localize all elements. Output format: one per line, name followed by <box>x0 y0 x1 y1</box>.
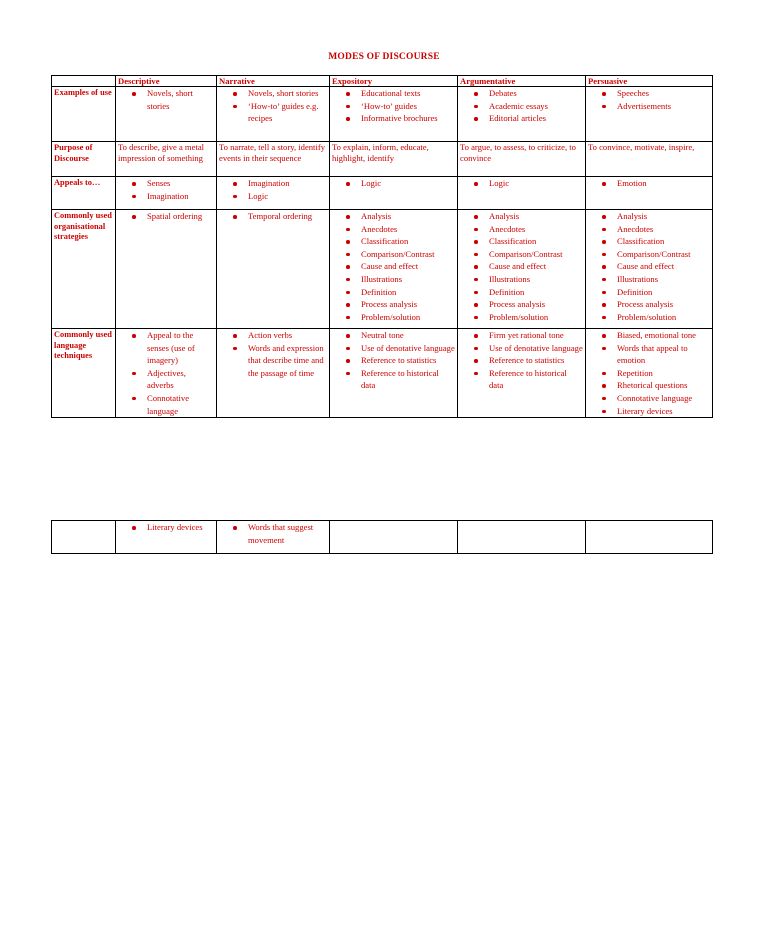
table-row <box>52 142 713 177</box>
table-cell <box>586 329 713 418</box>
table-row <box>52 329 713 418</box>
table-cell <box>330 87 458 142</box>
list-item: Classification <box>617 235 710 248</box>
list-item: Reference to statistics <box>489 354 583 367</box>
list-item: ‘How-to’ guides e.g. recipes <box>248 100 327 125</box>
list-item: Process analysis <box>489 298 583 311</box>
table-cell <box>116 210 217 329</box>
list-item: Classification <box>489 235 583 248</box>
list-item: Connotative language <box>147 392 214 417</box>
list-item: Logic <box>489 177 583 190</box>
header-expository: Expository <box>330 76 458 87</box>
list-item: Repetition <box>617 367 710 380</box>
table-cell <box>116 521 217 554</box>
bullet-list <box>219 210 327 223</box>
table-cell <box>116 329 217 418</box>
list-item: Debates <box>489 87 583 100</box>
table-cell <box>52 521 116 554</box>
list-item: Literary devices <box>617 405 710 418</box>
table-cell <box>217 177 330 210</box>
table-cell: To argue, to assess, to criticize, to convince <box>458 142 586 177</box>
table-cell <box>458 521 586 554</box>
bullet-list <box>118 87 214 112</box>
list-item: Reference to statistics <box>361 354 455 367</box>
list-item: Use of denotative language <box>361 342 455 353</box>
bullet-list <box>332 329 455 392</box>
list-item: Comparison/Contrast <box>617 248 710 261</box>
bullet-list <box>118 329 214 417</box>
bullet-list <box>118 177 214 202</box>
list-item: Firm yet rational tone <box>489 329 583 342</box>
list-item: Illustrations <box>489 273 583 286</box>
row-label: Appeals to… <box>52 177 116 210</box>
list-item: Connotative language <box>617 392 710 405</box>
list-item: Cause and effect <box>361 260 455 273</box>
bullet-list <box>118 210 214 223</box>
list-item: Academic essays <box>489 100 583 113</box>
bullet-list <box>588 329 710 417</box>
list-item: Cause and effect <box>489 260 583 273</box>
table-cell <box>116 87 217 142</box>
list-item: Reference to historical data <box>361 367 455 392</box>
list-item: Illustrations <box>617 273 710 286</box>
table-cell <box>458 210 586 329</box>
list-item: Comparison/Contrast <box>489 248 583 261</box>
list-item: Comparison/Contrast <box>361 248 455 261</box>
table-cell <box>458 87 586 142</box>
continuation-table <box>51 520 713 554</box>
bullet-list <box>588 177 710 190</box>
list-item: Analysis <box>489 210 583 223</box>
table-cell <box>217 210 330 329</box>
bullet-list <box>460 87 583 125</box>
table-row <box>52 177 713 210</box>
row-label: Commonly used language techniques <box>52 329 116 418</box>
list-item: Spatial ordering <box>147 210 214 223</box>
list-item: Problem/solution <box>361 311 455 324</box>
list-item: Imagination <box>248 177 327 190</box>
list-item: Cause and effect <box>617 260 710 273</box>
bullet-list <box>332 177 455 190</box>
table-cell <box>330 329 458 418</box>
list-item: Illustrations <box>361 273 455 286</box>
list-item: Action verbs <box>248 329 327 342</box>
table-cell <box>458 177 586 210</box>
bullet-list <box>219 177 327 202</box>
list-item: Adjectives, adverbs <box>147 367 214 392</box>
list-item: ‘How-to’ guides <box>361 100 455 113</box>
table-cell <box>586 210 713 329</box>
table-cell <box>586 177 713 210</box>
bullet-list <box>118 521 214 534</box>
bullet-list <box>460 329 583 392</box>
bullet-list <box>219 521 327 546</box>
list-item: Biased, emotional tone <box>617 329 710 342</box>
list-item: Informative brochures <box>361 112 455 125</box>
list-item: Definition <box>361 286 455 299</box>
list-item: Classification <box>361 235 455 248</box>
table-row <box>52 210 713 329</box>
list-item: Advertisements <box>617 100 710 113</box>
table-cell <box>116 177 217 210</box>
list-item: Rhetorical questions <box>617 379 710 392</box>
row-label: Examples of use <box>52 87 116 142</box>
list-item: Editorial articles <box>489 112 583 125</box>
list-item: Analysis <box>617 210 710 223</box>
list-item: Definition <box>617 286 710 299</box>
list-item: Definition <box>489 286 583 299</box>
list-item: Words that appeal to emotion <box>617 342 710 367</box>
header-descriptive: Descriptive <box>116 76 217 87</box>
bullet-list <box>460 210 583 323</box>
row-label: Purpose of Discourse <box>52 142 116 177</box>
list-item: Temporal ordering <box>248 210 327 223</box>
list-item: Literary devices <box>147 521 214 534</box>
table-cell <box>217 521 330 554</box>
list-item: Process analysis <box>617 298 710 311</box>
table-cell <box>586 87 713 142</box>
table-cell: To convince, motivate, inspire, <box>586 142 713 177</box>
header-argumentative: Argumentative <box>458 76 586 87</box>
table-row <box>52 87 713 142</box>
row-label: Commonly used organisational strategies <box>52 210 116 329</box>
list-item: Logic <box>248 190 327 203</box>
table-cell <box>458 329 586 418</box>
header-persuasive: Persuasive <box>586 76 713 87</box>
list-item: Appeal to the senses (use of imagery) <box>147 329 214 367</box>
bullet-list <box>588 87 710 112</box>
table-cell: To describe, give a metal impression of something <box>116 142 217 177</box>
list-item: Emotion <box>617 177 710 190</box>
bullet-list <box>219 329 327 379</box>
table-cell <box>330 177 458 210</box>
header-row <box>52 76 713 87</box>
table-row <box>52 521 713 554</box>
document-title: MODES OF DISCOURSE <box>328 52 440 62</box>
list-item: Speeches <box>617 87 710 100</box>
bullet-list <box>332 87 455 125</box>
list-item: Novels, short stories <box>248 87 327 100</box>
list-item: Senses <box>147 177 214 190</box>
list-item: Use of denotative language <box>489 342 583 353</box>
list-item: Educational texts <box>361 87 455 100</box>
table-cell <box>330 210 458 329</box>
list-item: Anecdotes <box>489 223 583 236</box>
list-item: Anecdotes <box>617 223 710 236</box>
list-item: Anecdotes <box>361 223 455 236</box>
list-item: Words and expression that describe time and the passage of time <box>248 342 327 380</box>
list-item: Neutral tone <box>361 329 455 342</box>
modes-of-discourse-table <box>51 75 713 418</box>
list-item: Problem/solution <box>489 311 583 324</box>
list-item: Process analysis <box>361 298 455 311</box>
bullet-list <box>588 210 710 323</box>
bullet-list <box>219 87 327 125</box>
list-item: Novels, short stories <box>147 87 214 112</box>
list-item: Imagination <box>147 190 214 203</box>
table-cell <box>217 87 330 142</box>
list-item: Reference to historical data <box>489 367 583 392</box>
list-item: Words that suggest movement <box>248 521 327 546</box>
header-cell-empty <box>52 76 116 87</box>
table-cell <box>586 521 713 554</box>
table-cell <box>217 329 330 418</box>
bullet-list <box>332 210 455 323</box>
list-item: Analysis <box>361 210 455 223</box>
list-item: Problem/solution <box>617 311 710 324</box>
bullet-list <box>460 177 583 190</box>
list-item: Logic <box>361 177 455 190</box>
table-cell: To narrate, tell a story, identify events in their sequence <box>217 142 330 177</box>
header-narrative: Narrative <box>217 76 330 87</box>
table-cell <box>330 521 458 554</box>
table-cell: To explain, inform, educate, highlight, identify <box>330 142 458 177</box>
